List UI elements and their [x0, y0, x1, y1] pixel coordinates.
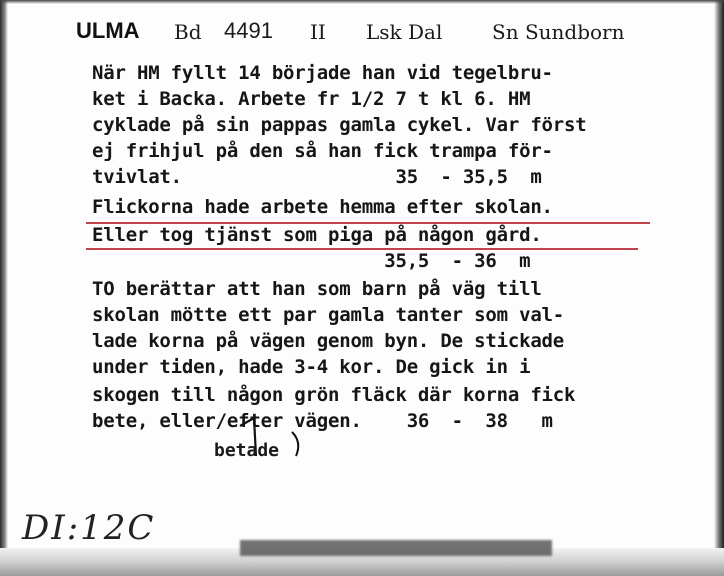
text-line: När HM fyllt 14 började han vid tegelbru-	[92, 62, 553, 84]
text-line: ket i Backa. Arbete fr 1/2 7 t kl 6. HM	[92, 88, 531, 110]
archive-code: ULMA	[76, 18, 140, 43]
scan-edge-top	[0, 0, 724, 4]
text-line: tvivlat. 35 - 35,5 m	[92, 166, 542, 188]
record-number: 4491	[224, 18, 273, 43]
red-underline	[86, 248, 638, 250]
bracket-icon	[288, 430, 308, 458]
scan-edge-right	[714, 0, 724, 576]
scan-shadow	[240, 540, 552, 556]
socken-field: Sn Sundborn	[492, 20, 625, 44]
volume-label: Bd	[174, 20, 202, 44]
text-line: Eller tog tjänst som piga på någon gård.	[92, 224, 542, 246]
text-line: skolan mötte ett par gamla tanter som val-	[92, 304, 565, 326]
text-line: Flickorna hade arbete hemma efter skolan.	[92, 196, 553, 218]
text-line: cyklade på sin pappas gamla cykel. Var först	[92, 114, 587, 136]
landskap-field: Lsk Dal	[366, 20, 443, 44]
red-underline	[86, 222, 650, 224]
text-line: under tiden, hade 3-4 kor. De gick in i	[92, 356, 531, 378]
text-line: lade korna på vägen genom byn. De stickade	[92, 330, 565, 352]
text-line: skogen till någon grön fläck där korna fick	[92, 384, 576, 406]
handwritten-code: DI:12C	[22, 508, 156, 548]
text-line: bete, eller/efter vägen. 36 - 38 m	[92, 410, 553, 432]
scan-edge-left	[0, 0, 8, 576]
inserted-word: betade	[214, 440, 280, 461]
text-line: 35,5 - 36 m	[92, 250, 531, 272]
series-number: II	[310, 20, 326, 44]
text-line: TO berättar att han som barn på väg till	[92, 278, 542, 300]
text-line: ej frihjul på den så han fick trampa för-	[92, 140, 553, 162]
